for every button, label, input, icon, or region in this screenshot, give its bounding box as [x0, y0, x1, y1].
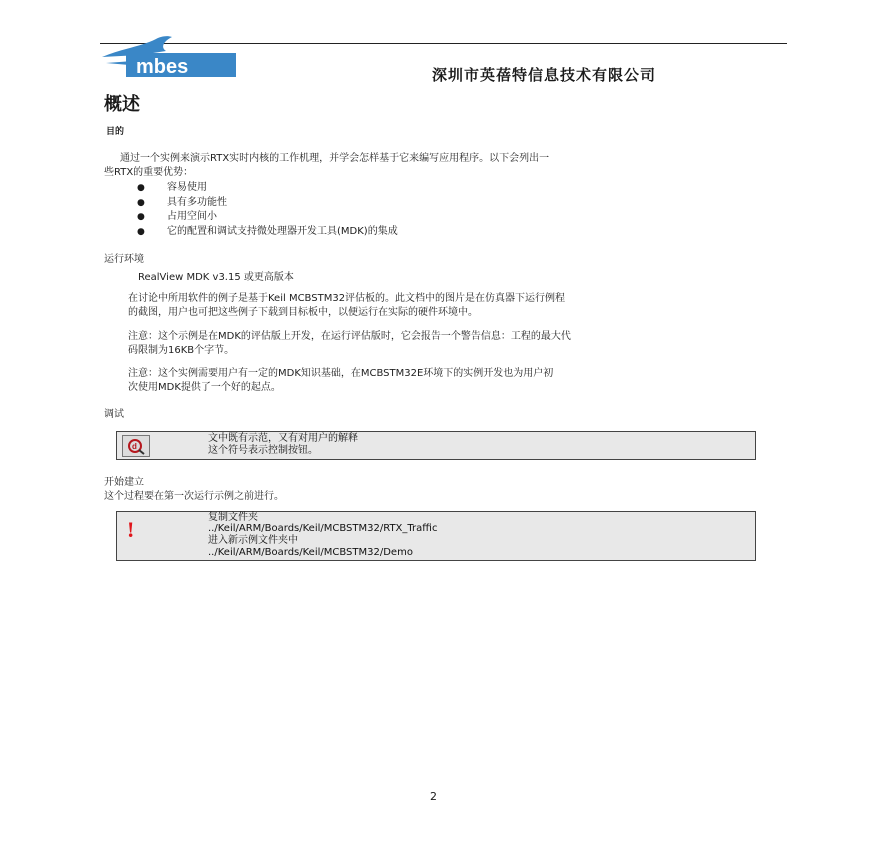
page-title: 概述 [104, 94, 140, 115]
list-item: ● 它的配置和调试支持微处理器开发工具(MDK)的集成 [137, 225, 398, 240]
note-1-line-2: 码限制为16KB个字节。 [128, 345, 235, 356]
env-paragraph-line-1: 在讨论中所用软件的例子是基于Keil MCBSTM32评估板的。此文档中的图片是在仿真器下运行例程 [128, 293, 566, 304]
purpose-line-1: 通过一个实例来演示RTX实时内核的工作机理，并学会怎样基于它来编写应用程序。以下会列出一 [120, 153, 550, 164]
page-number: 2 [430, 790, 437, 803]
note-2-line-1: 注意：这个实例需要用户有一定的MDK知识基础，在MCBSTM32E环境下的实例开发也为用户初 [128, 368, 554, 379]
logo-text: mbes [136, 56, 189, 78]
svg-text:d: d [132, 442, 137, 451]
mbes-logo [100, 33, 240, 83]
note-1-line-1: 注意：这个示例是在MDK的评估版上开发，在运行评估版时，它会报告一个警告信息：工程的最大代 [128, 331, 571, 342]
copy-box-line-2: ../Keil/ARM/Boards/Keil/MCBSTM32/RTX_Traffic [208, 523, 438, 534]
list-item: ● 具有多功能性 [137, 196, 398, 211]
debug-box-line-1: 文中既有示范，又有对用户的解释 [208, 433, 358, 444]
purpose-line-2: 些RTX的重要优势： [104, 167, 194, 178]
debug-box-line-2: 这个符号表示控制按钮。 [208, 445, 318, 456]
note-2-line-2: 次使用MDK提供了一个好的起点。 [128, 382, 281, 393]
list-item: ● 容易使用 [137, 181, 398, 196]
purpose-heading: 目的 [106, 127, 125, 137]
copy-box-line-4: ../Keil/ARM/Boards/Keil/MCBSTM32/Demo [208, 547, 413, 558]
copy-box-line-3: 进入新示例文件夹中 [208, 535, 298, 546]
debug-heading: 调试 [104, 409, 124, 420]
debug-control-icon [122, 435, 150, 457]
warning-icon: ! [127, 517, 135, 542]
start-text: 这个过程要在第一次运行示例之前进行。 [104, 491, 284, 502]
list-item: ● 占用空间小 [137, 210, 398, 225]
start-heading: 开始建立 [104, 477, 144, 488]
advantages-list [137, 181, 398, 239]
copy-box-line-1: 复制文件夹 [208, 512, 258, 523]
env-paragraph-line-2: 的截图，用户也可把这些例子下载到目标板中，以便运行在实际的硬件环境中。 [128, 307, 478, 318]
env-version: RealView MDK v3.15 或更高版本 [138, 272, 294, 283]
env-heading: 运行环境 [104, 254, 144, 265]
company-name: 深圳市英蓓特信息技术有限公司 [432, 66, 657, 84]
